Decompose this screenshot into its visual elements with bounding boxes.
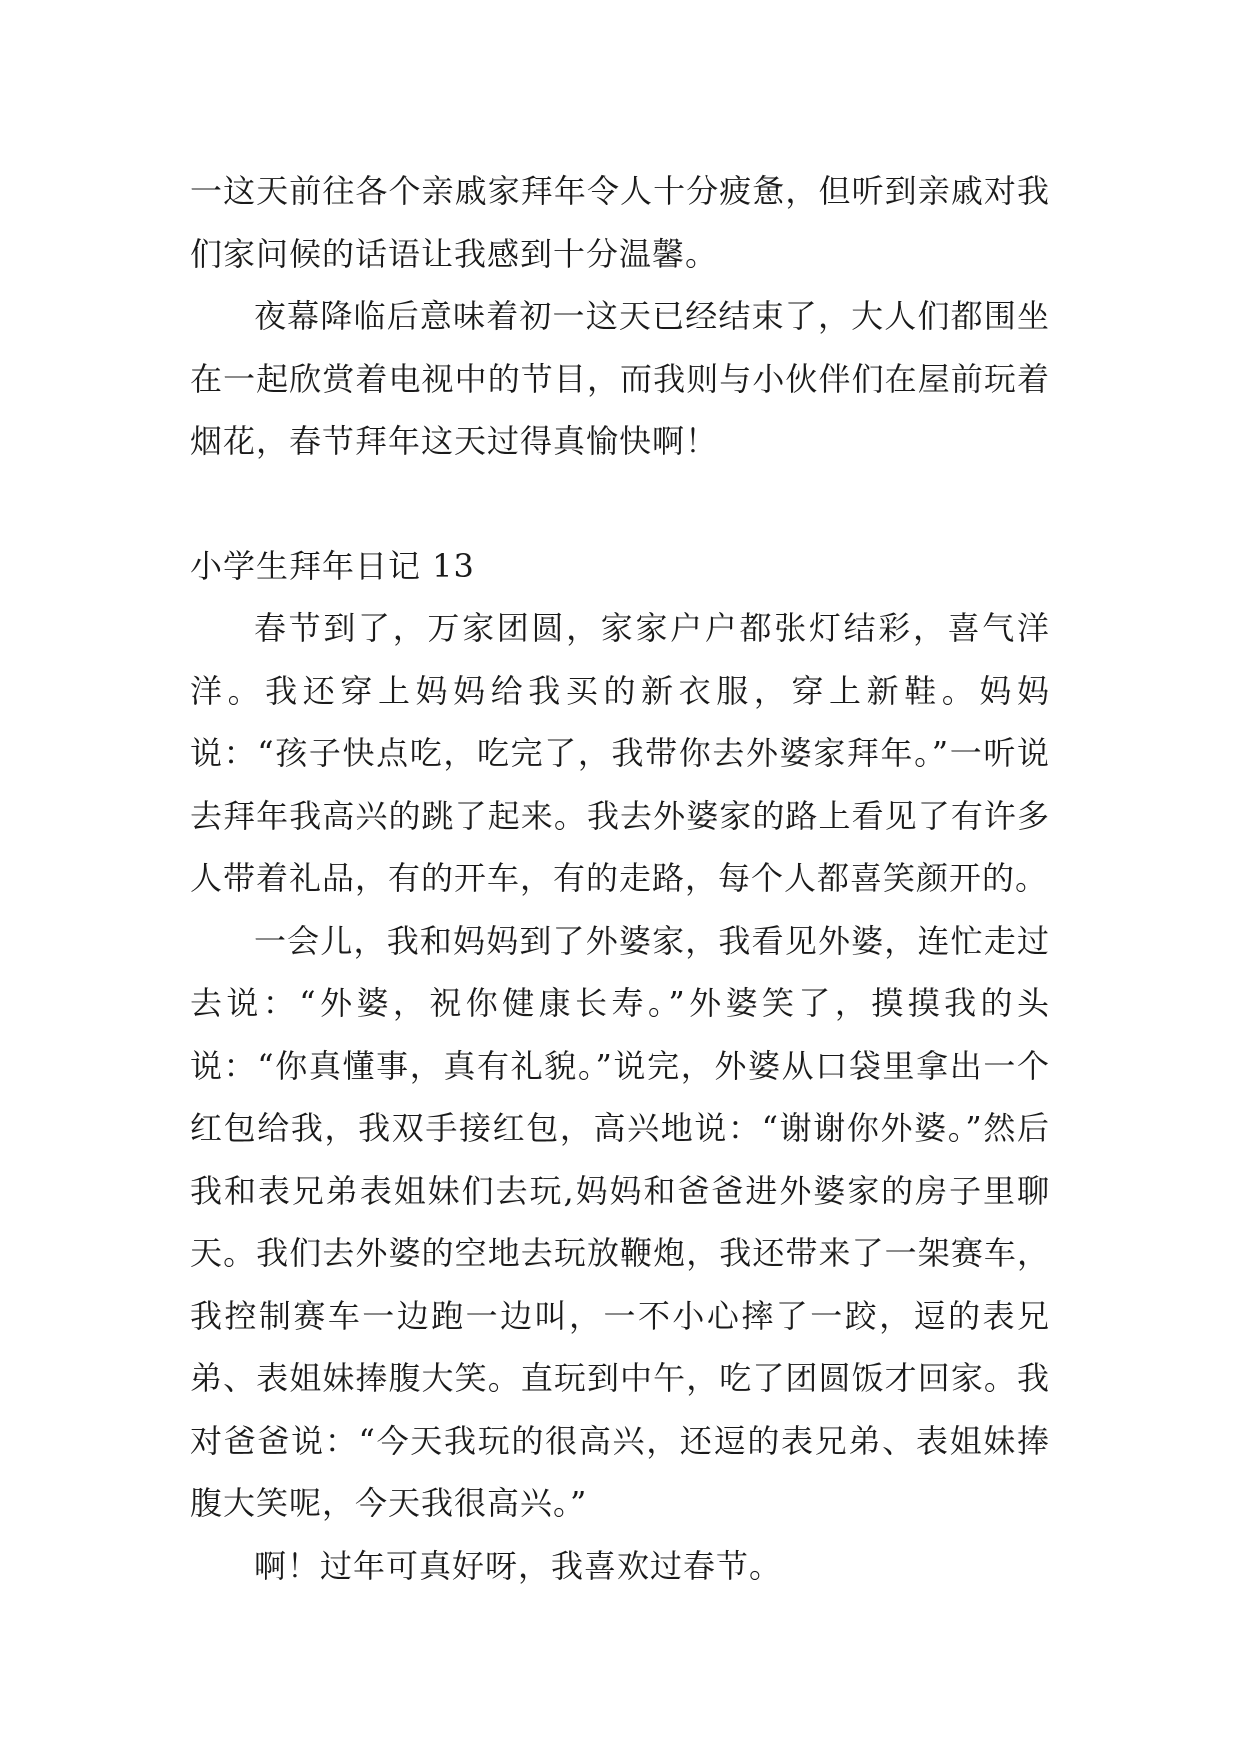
- paragraph-spring-festival: 春节到了，万家团圆，家家户户都张灯结彩，喜气洋洋。我还穿上妈妈给我买的新衣服，穿上新鞋。妈妈说：“孩子快点吃，吃完了，我带你去外婆家拜年。”一听说去拜年我高兴的跳了起来。我去外婆家的路上看见了有许多人带着礼品，有的开车，有的走路，每个人都喜笑颜开的。: [190, 609, 1050, 897]
- paragraph-closing: 啊！过年可真好呀，我喜欢过春节。: [254, 1546, 783, 1585]
- document-body: [190, 160, 1050, 1597]
- paragraph-grandma-visit: 一会儿，我和妈妈到了外婆家，我看见外婆，连忙走过去说：“外婆，祝你健康长寿。”外婆笑了，摸摸我的头说：“你真懂事，真有礼貌。”说完，外婆从口袋里拿出一个红包给我，我双手接红包，高兴地说：“谢谢你外婆。”然后我和表兄弟表姐妹们去玩,妈妈和爸爸进外婆家的房子里聊天。我们去外婆的空地去玩放鞭炮，我还带来了一架赛车，我控制赛车一边跑一边叫，一不小心摔了一跤，逗的表兄弟、表姐妹捧腹大笑。直玩到中午，吃了团圆饭才回家。我对爸爸说：“今天我玩的很高兴，还逗的表兄弟、表姐妹捧腹大笑呢，今天我很高兴。”: [190, 921, 1050, 1522]
- paragraph-evening: 夜幕降临后意味着初一这天已经结束了，大人们都围坐在一起欣赏着电视中的节目，而我则与小伙伴们在屋前玩着烟花，春节拜年这天过得真愉快啊！: [190, 297, 1050, 460]
- diary-title: 小学生拜年日记 13: [190, 546, 475, 585]
- paragraph-continuation: 一这天前往各个亲戚家拜年令人十分疲惫，但听到亲戚对我们家问候的话语让我感到十分温馨。: [190, 172, 1050, 273]
